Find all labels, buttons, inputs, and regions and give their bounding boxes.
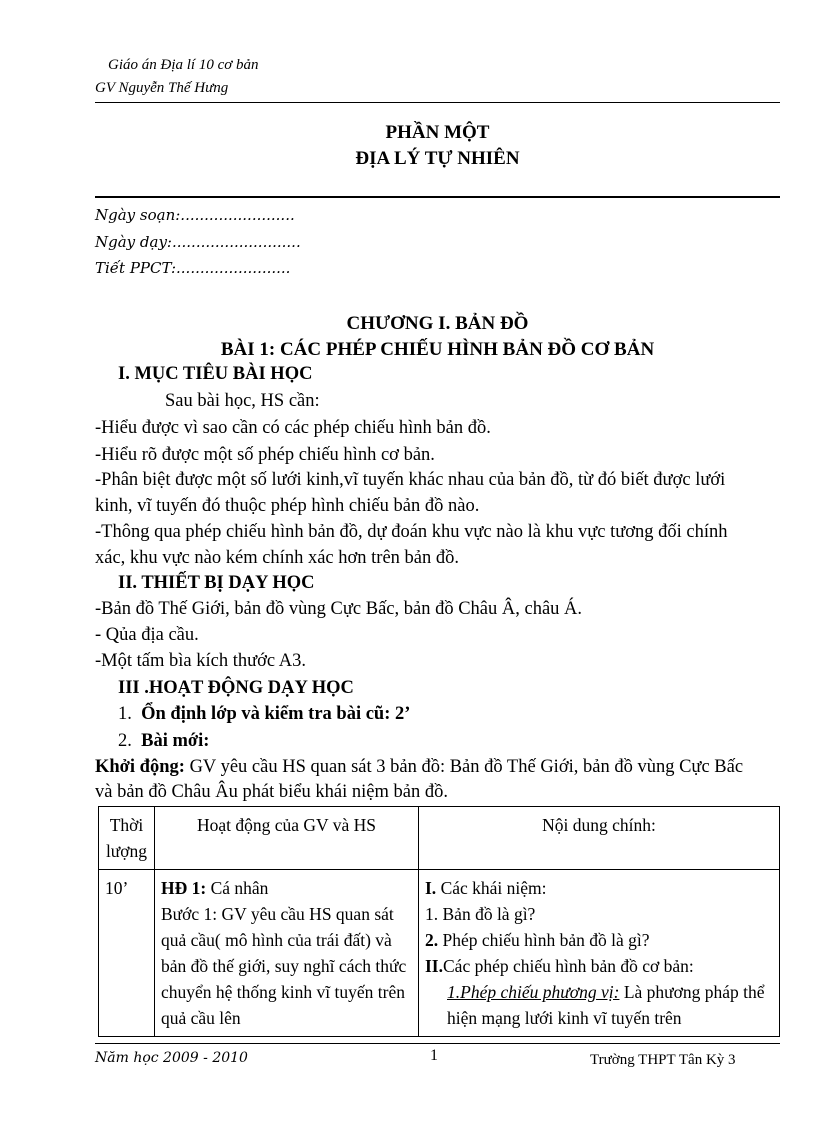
section-1-intro: Sau bài học, HS cần: <box>165 391 320 411</box>
concepts-text: Các khái niệm: <box>436 878 547 898</box>
cell-content <box>419 870 780 1037</box>
part-divider <box>95 196 780 198</box>
footer-divider <box>95 1043 780 1044</box>
azimuthal-text: Là phương pháp thể hiện mạng lưới kinh vĩ tuyến trên <box>447 982 765 1028</box>
header-time: Thời lượng <box>99 807 155 870</box>
footer-school: Trường THPT Tân Kỳ 3 <box>590 1052 736 1068</box>
objective-item: -Hiểu được vì sao cần có các phép chiếu hình bản đồ. <box>95 418 491 438</box>
azimuthal-projection <box>425 979 773 1031</box>
part-subtitle: ĐỊA LÝ TỰ NHIÊN <box>355 148 520 169</box>
equipment-item: -Một tấm bìa kích thước A3. <box>95 651 306 671</box>
projections-text: Các phép chiếu hình bản đồ cơ bản: <box>443 956 694 976</box>
footer-year: Năm học 2009 - 2010 <box>95 1050 248 1066</box>
equipment-item: -Bản đồ Thế Giới, bản đồ vùng Cực Bấc, bản đồ Châu Â, châu Á. <box>95 599 583 619</box>
activity-heading <box>161 875 412 901</box>
objective-item: kinh, vĩ tuyến đó thuộc phép hình chiếu bản đồ nào. <box>95 496 480 516</box>
lesson-plan-table <box>98 806 780 1037</box>
azimuthal-label: 1.Phép chiếu phương vị: <box>447 982 620 1002</box>
cell-activity <box>155 870 419 1037</box>
section-2-heading: II. THIẾT BỊ DẠY HỌC <box>118 573 315 593</box>
page-number: 1 <box>430 1047 438 1064</box>
section-1-heading: I. MỤC TIÊU BÀI HỌC <box>118 364 313 384</box>
doc-header-subject: Giáo án Địa lí 10 cơ bản <box>108 57 259 73</box>
table-header-row <box>99 807 780 870</box>
cell-time: 10’ <box>99 870 155 1037</box>
projections-heading <box>425 953 773 979</box>
table-row <box>99 870 780 1037</box>
header-divider <box>95 102 780 103</box>
equipment-item: - Qủa địa cầu. <box>95 625 199 645</box>
projections-label: II. <box>425 956 443 976</box>
section-3-heading: III .HOẠT ĐỘNG DẠY HỌC <box>118 678 354 698</box>
header-activity: Hoạt động của GV và HS <box>155 807 419 870</box>
step-1: 1. Ổn định lớp và kiểm tra bài cũ: 2’ <box>118 704 411 724</box>
step-2: 2. Bài mới: <box>118 731 210 751</box>
activity-label: HĐ 1: <box>161 878 207 898</box>
warmup-label: Khởi động: <box>95 757 185 777</box>
date-taught: Ngày dạy:........................... <box>95 233 301 251</box>
objective-item: -Phân biệt được một số lưới kinh,vĩ tuyến khác nhau của bản đồ, từ đó biết được lưới <box>95 470 726 490</box>
warmup-text: GV yêu cầu HS quan sát 3 bản đồ: Bản đồ Thế Giới, bản đồ vùng Cực Bấc <box>184 757 744 777</box>
concepts-heading <box>425 875 773 901</box>
activity-type: Cá nhân <box>206 878 269 898</box>
step-2-label: Bài mới: <box>141 731 210 751</box>
date-prepared: Ngày soạn:........................ <box>95 206 295 224</box>
doc-header-teacher: GV Nguyễn Thế Hưng <box>95 80 229 96</box>
lesson-title: BÀI 1: CÁC PHÉP CHIẾU HÌNH BẢN ĐỒ CƠ BẢN <box>220 339 655 360</box>
objective-item: -Thông qua phép chiếu hình bản đồ, dự đoán khu vực nào là khu vực tương đối chính <box>95 522 728 542</box>
warmup-line-2: và bản đồ Châu Âu phát biểu khái niệm bản đồ. <box>95 782 448 802</box>
chapter-title: CHƯƠNG I. BẢN ĐỒ <box>346 313 529 334</box>
objective-item: xác, khu vực nào kém chính xác hơn trên bản đồ. <box>95 548 460 568</box>
header-content: Nội dung chính: <box>419 807 780 870</box>
question-2-number: 2. <box>425 930 439 950</box>
concepts-label: I. <box>425 878 437 898</box>
question-2-text: Phép chiếu hình bản đồ là gì? <box>438 930 650 950</box>
period-number: Tiết PPCT:........................ <box>95 259 291 277</box>
part-title: PHẦN MỘT <box>385 122 490 143</box>
activity-step: Bước 1: GV yêu cầu HS quan sát quả cầu( mô hình của trái đất) và bản đồ thế giới, suy nghĩ cách thức chuyển hệ thống kinh vĩ tuyến trên quả cầu lên <box>161 904 407 1028</box>
warmup-line <box>95 757 743 778</box>
step-1-label: Ổn định lớp và kiểm tra bài cũ: 2’ <box>141 704 411 724</box>
question-2 <box>425 927 773 953</box>
objective-item: -Hiểu rõ được một số phép chiếu hình cơ bản. <box>95 445 435 465</box>
question-1: 1. Bản đồ là gì? <box>425 904 536 924</box>
